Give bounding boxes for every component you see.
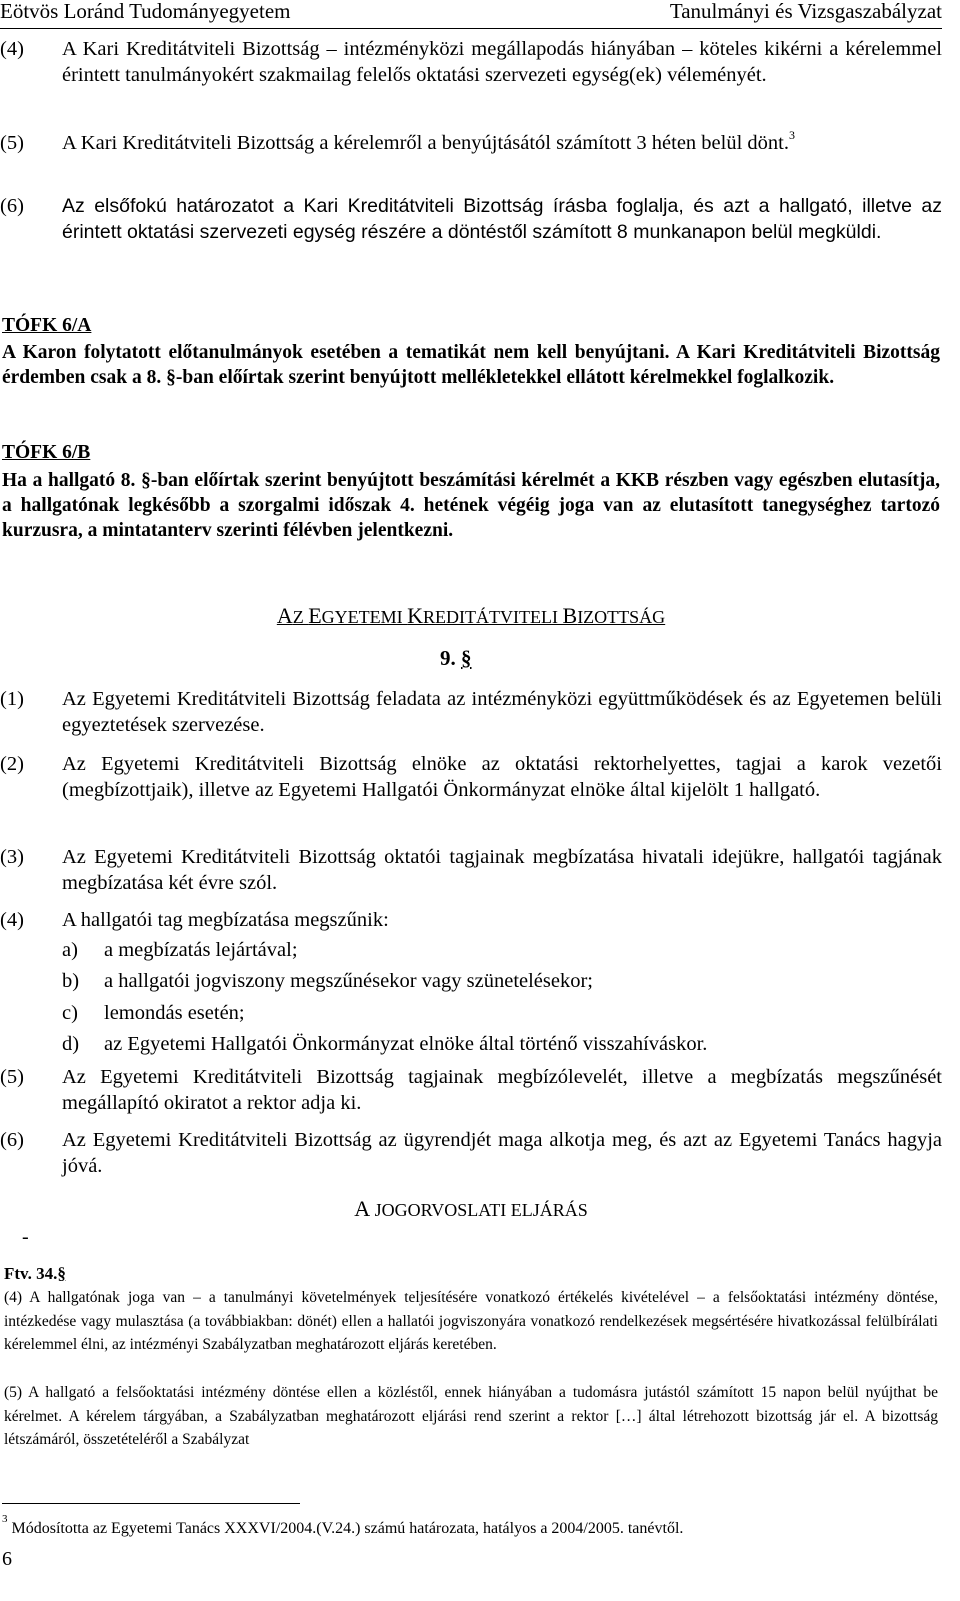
list-item — [0, 907, 942, 933]
paragraph-number: 9. § — [440, 646, 472, 670]
list-item — [0, 193, 942, 245]
tofk-6a-text: A Karon folytatott előtanulmányok esetében a tematikát nem kell benyújtani. A Kari Kreditátviteli Bizottság érdemben csak a 8. §-ban előírtak szerint benyújtott mellékletekkel ellátott kérelmekkel foglalkozik. — [2, 342, 940, 388]
sub-list-item: b) a hallgatói jogviszony megszűnésekor vagy szünetelésekor; — [62, 970, 594, 992]
item-text: Az Egyetemi Kreditátviteli Bizottság tagjainak megbízólevelét, illetve a megbízatás megszűnését megállapító okiratot a rektor adja ki. — [62, 1066, 942, 1114]
list-item — [0, 751, 942, 803]
list-item — [0, 36, 942, 88]
ftv-paragraph-5: (5) A hallgató a felsőoktatási intézmény döntése ellen a közléstől, ennek hiányában a tudomásra jutástól számított 15 napon belül nyújthat be kérelmet. A kérelem tárgyában, a Szabályzatban meghatározott eljárási rend szerint a rektor […] által létrehozott bizottság jár el. A bizottság létszámáról, összetételéről a Szabályzat — [4, 1384, 938, 1448]
ftv-heading: Ftv. 34.§ — [4, 1264, 66, 1283]
item-number: (5) — [0, 1066, 24, 1088]
item-number: (5) — [0, 132, 24, 154]
list-item — [0, 1064, 942, 1116]
item-text: Az Egyetemi Kreditátviteli Bizottság feladata az intézményközi együttműködések és az Egyetemen belüli egyeztetések szervezése. — [62, 688, 942, 736]
list-item — [0, 844, 942, 896]
footnote: $^3$ Módosította az Egyetemi Tanács XXXVI/2004.(V.24.) számú határozata, hatályos a 2004/2005. tanévtől. — [2, 1512, 684, 1537]
footnote-divider — [2, 1503, 300, 1504]
sub-list-item: c) lemondás esetén; — [62, 1002, 245, 1024]
section-title-remedy: A JOGORVOSLATI ELJÁRÁS — [354, 1196, 588, 1221]
item-text: Az elsőfokú határozatot a Kari Kreditátviteli Bizottság írásba foglalja, és azt a hallgató, illetve az érintett oktatási szervezeti egység részére a döntéstől számított 8 munkanapon belül megküldi. — [62, 195, 942, 243]
section-title: AZ EGYETEMI KREDITÁTVITELI BIZOTTSÁG — [276, 603, 666, 628]
item-text: A hallgatói tag megbízatása megszűnik: — [62, 909, 389, 931]
item-number: (2) — [0, 753, 24, 775]
footnote-ref: 3 — [788, 128, 795, 143]
list-item — [0, 130, 942, 156]
header-university: Eötvös Loránd Tudományegyetem — [0, 0, 291, 23]
list-item — [0, 1127, 942, 1179]
dash-marker: - — [22, 1226, 29, 1248]
page-header — [0, 0, 942, 29]
page-number: 6 — [2, 1548, 12, 1570]
sub-list-item: d) az Egyetemi Hallgatói Önkormányzat elnöke által történő visszahíváskor. — [62, 1033, 708, 1055]
header-document-title: Tanulmányi és Vizsgaszabályzat — [669, 0, 942, 23]
item-number: (6) — [0, 1129, 24, 1151]
tofk-6b-heading: TÓFK 6/B — [2, 442, 91, 463]
ftv-paragraph-4: (4) A hallgatónak joga van – a tanulmányi követelmények teljesítésére vonatkozó értékelés kivételével – a felsőoktatási intézmény döntése, intézkedése vagy mulasztása (a továbbiakban: dönét) ellen a hallatói jogviszonyára vonatkozó rendelkezések megsértésére hivatkozással felülbírálati kérelemmel élni, az intézményi Szabályzatban meghatározott eljárás keretében. — [4, 1289, 938, 1353]
sub-list-item: a) a megbízatás lejártával; — [62, 939, 298, 961]
item-number: (4) — [0, 909, 24, 931]
list-item — [0, 686, 942, 738]
item-number: (6) — [0, 195, 24, 217]
item-text: A Kari Kreditátviteli Bizottság a kérelemről a benyújtásától számított 3 héten belül dönt.$^3$ — [62, 128, 795, 154]
item-number: (4) — [0, 38, 24, 60]
item-text: A Kari Kreditátviteli Bizottság – intézményközi megállapodás hiányában – köteles kikérni a kérelemmel érintett tanulmányokért szakmailag felelős oktatási szervezeti egység(ek) véleményét. — [62, 38, 942, 86]
item-text: Az Egyetemi Kreditátviteli Bizottság elnöke az oktatási rektorhelyettes, tagjai a karok vezetői (megbízottjaik), illetve az Egyetemi Hallgatói Önkormányzat elnöke által kijelölt 1 hallgató. — [62, 753, 942, 801]
tofk-6b-text: Ha a hallgató 8. §-ban előírtak szerint benyújtott beszámítási kérelmét a KKB részben vagy egészben elutasítja, a hallgatónak legkésőbb a szorgalmi időszak 4. hetének végéig joga van az elutasított tanegységhez tartozó kurzusra, a mintatanterv szerinti félévben jelentkezni. — [2, 470, 940, 541]
item-text: Az Egyetemi Kreditátviteli Bizottság oktatói tagjainak megbízatása hivatali idejükre, hallgatói tagjának megbízatása két évre szól. — [62, 846, 942, 894]
item-number: (1) — [0, 688, 24, 710]
tofk-6a-heading: TÓFK 6/A — [2, 315, 92, 336]
item-text: Az Egyetemi Kreditátviteli Bizottság az ügyrendjét maga alkotja meg, és azt az Egyetemi Tanács hagyja jóvá. — [62, 1129, 942, 1177]
item-number: (3) — [0, 846, 24, 868]
